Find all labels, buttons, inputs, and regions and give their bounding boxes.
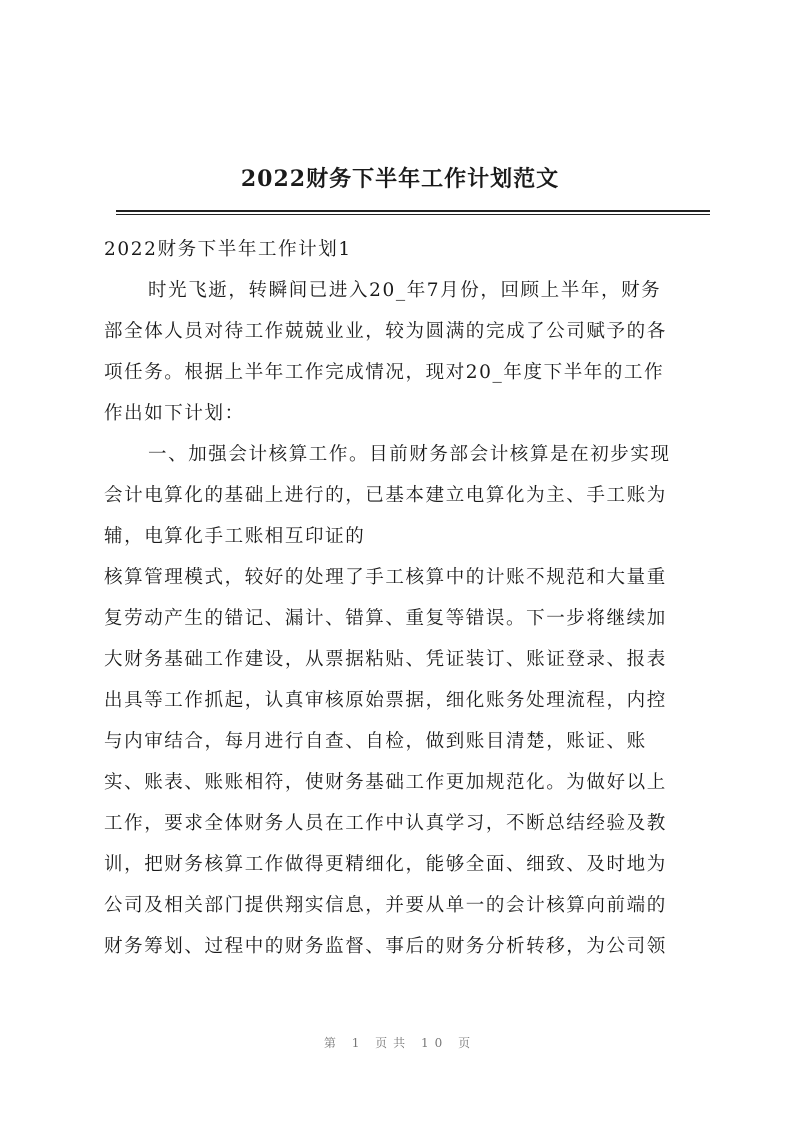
paragraph-line: 部全体人员对待工作兢兢业业，较为圆满的完成了公司赋予的各	[104, 321, 667, 342]
title-divider-thin	[116, 214, 710, 215]
section-heading: 2022财务下半年工作计划1	[104, 239, 352, 260]
paragraph-line: 工作，要求全体财务人员在工作中认真学习，不断总结经验及教	[104, 813, 667, 834]
paragraph-line: 时光飞逝，转瞬间已进入20_年7月份，回顾上半年，财务	[148, 280, 662, 301]
paragraph-line: 训，把财务核算工作做得更精细化，能够全面、细致、及时地为	[104, 854, 667, 875]
paragraph-line: 会计电算化的基础上进行的，已基本建立电算化为主、手工账为	[104, 485, 667, 506]
title-divider	[116, 210, 710, 212]
paragraph-line: 实、账表、账账相符，使财务基础工作更加规范化。为做好以上	[104, 772, 667, 793]
page-title: 2022财务下半年工作计划范文	[240, 166, 560, 192]
paragraph-line: 辅，电算化手工账相互印证的	[104, 526, 366, 547]
paragraph-line: 项任务。根据上半年工作完成情况，现对20_年度下半年的工作	[104, 362, 665, 383]
paragraph-line: 公司及相关部门提供翔实信息，并要从单一的会计核算向前端的	[104, 895, 667, 916]
paragraph-line: 一、加强会计核算工作。目前财务部会计核算是在初步实现	[148, 444, 671, 465]
document-body	[104, 229, 714, 967]
paragraph-line: 作出如下计划：	[104, 403, 245, 424]
page-number-footer: 第 1 页共 10 页	[323, 1036, 477, 1050]
paragraph-line: 核算管理模式，较好的处理了手工核算中的计账不规范和大量重	[104, 567, 667, 588]
paragraph-line: 财务筹划、过程中的财务监督、事后的财务分析转移，为公司领	[104, 936, 667, 957]
paragraph-line: 大财务基础工作建设，从票据粘贴、凭证装订、账证登录、报表	[104, 649, 667, 670]
paragraph-line: 出具等工作抓起，认真审核原始票据，细化账务处理流程，内控	[104, 690, 667, 711]
paragraph-line: 复劳动产生的错记、漏计、错算、重复等错误。下一步将继续加	[104, 608, 667, 629]
paragraph-line: 与内审结合，每月进行自查、自检，做到账目清楚，账证、账	[104, 731, 647, 752]
